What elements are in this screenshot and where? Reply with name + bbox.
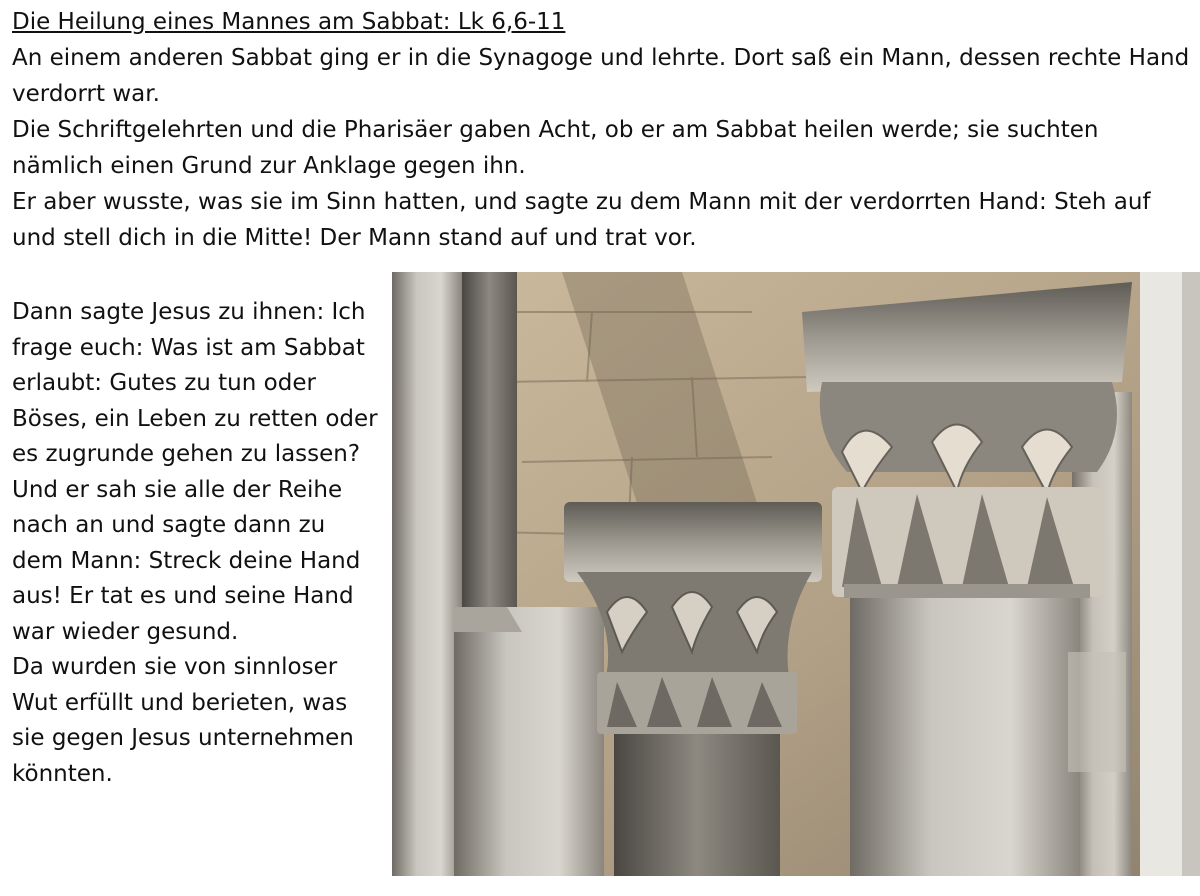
intro-paragraph-1: An einem anderen Sabbat ging er in die Synagoge und lehrte. Dort saß ein Mann, dessen rechte Hand verdorrt war. [12, 45, 1190, 107]
slide-title: Die Heilung eines Mannes am Sabbat: Lk 6,6-11 [12, 9, 566, 35]
intro-text [12, 40, 1192, 256]
broken-column [454, 607, 604, 876]
side-text [12, 295, 382, 792]
synagogue-columns-photo [392, 272, 1200, 876]
column-inscription [1068, 652, 1126, 772]
intro-paragraph-3: Er aber wusste, was sie im Sinn hatten, und sagte zu dem Mann mit der verdorrten Hand: Steh auf und stell dich in die Mitte! Der Mann stand auf und trat vor. [12, 189, 1151, 251]
middle-column [614, 732, 780, 876]
side-paragraph-1: Dann sagte Jesus zu ihnen: Ich frage euch: Was ist am Sabbat erlaubt: Gutes zu tun oder Böses, ein Leben zu retten oder es zugrunde gehen zu lassen? [12, 299, 378, 467]
left-column [392, 272, 462, 876]
intro-paragraph-2: Die Schriftgelehrten und die Pharisäer gaben Acht, ob er am Sabbat heilen werde; sie suchten nämlich einen Grund zur Anklage gegen ihn. [12, 117, 1099, 179]
tall-capital [802, 282, 1132, 598]
side-paragraph-3: Da wurden sie von sinnloser Wut erfüllt und berieten, was sie gegen Jesus unternehmen könnten. [12, 654, 354, 787]
middle-capital [564, 502, 822, 734]
side-paragraph-2: Und er sah sie alle der Reihe nach an und sagte dann zu dem Mann: Streck deine Hand aus! Er tat es und seine Hand war wieder gesund. [12, 476, 361, 645]
tall-column [850, 592, 1080, 876]
